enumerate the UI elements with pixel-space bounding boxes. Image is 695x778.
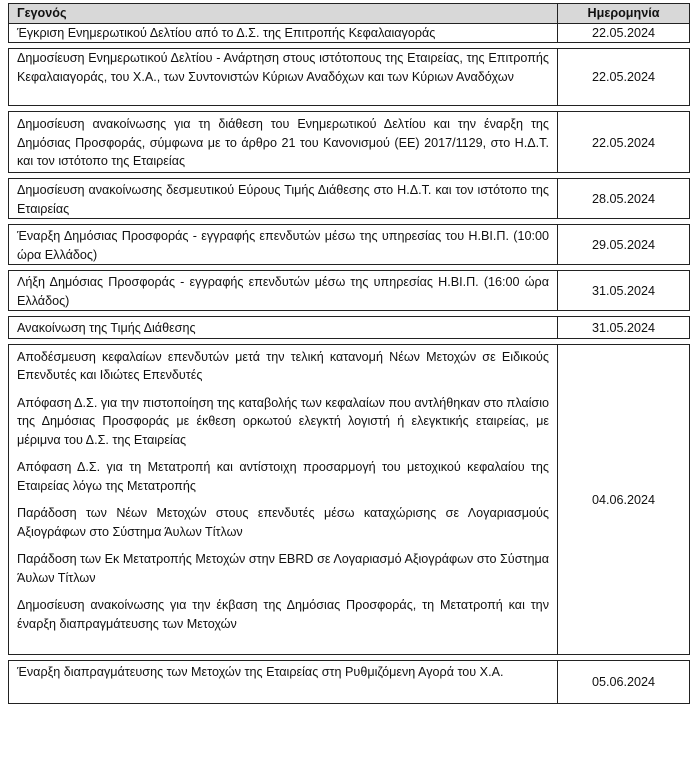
event-cell	[9, 344, 558, 654]
date-cell: 22.05.2024	[558, 49, 690, 106]
event-cell	[9, 49, 558, 106]
event-text: Έγκριση Ενημερωτικού Δελτίου από το Δ.Σ. της Επιτροπής Κεφαλαιαγοράς	[17, 25, 436, 40]
table-row	[9, 112, 690, 173]
event-cell	[9, 179, 558, 219]
date-cell: 05.06.2024	[558, 660, 690, 703]
event-cell	[9, 225, 558, 265]
event-column-header: Γεγονός	[9, 4, 558, 24]
event-text: Δημοσίευση ανακοίνωσης δεσμευτικού Εύρους Τιμής Διάθεσης στο Η.Δ.Τ. και τον ιστότοπο της Εταιρείας	[17, 183, 549, 216]
event-text: Δημοσίευση ανακοίνωσης για τη διάθεση του Ενημερωτικού Δελτίου και την έναρξη της Δημόσιας Προσφοράς, σύμφωνα με το άρθρο 21 του Κανονισμού (ΕΕ) 2017/1129, στο Η.Δ.Τ. και τον ιστότοπο της Εταιρείας	[17, 117, 549, 168]
event-text: Ανακοίνωση της Τιμής Διάθεσης	[17, 321, 196, 335]
date-cell: 22.05.2024	[558, 23, 690, 43]
timetable	[8, 3, 690, 704]
event-cell	[9, 271, 558, 311]
table-row	[9, 179, 690, 219]
table-row	[9, 49, 690, 106]
event-cell	[9, 317, 558, 339]
event-cell	[9, 23, 558, 43]
event-text: Απόφαση Δ.Σ. για τη Μετατροπή και αντίστοιχη προσαρμογή του μετοχικού κεφαλαίου της Εταιρείας λόγω της Μετατροπής	[17, 460, 549, 493]
date-cell: 22.05.2024	[558, 112, 690, 173]
date-cell: 28.05.2024	[558, 179, 690, 219]
table-row	[9, 344, 690, 654]
date-cell: 31.05.2024	[558, 271, 690, 311]
table-row	[9, 660, 690, 703]
event-text: Λήξη Δημόσιας Προσφοράς - εγγραφής επενδυτών μέσω της υπηρεσίας Η.ΒΙ.Π. (16:00 ώρα Ελλάδος)	[17, 275, 549, 308]
event-text: Έναρξη Δημόσιας Προσφοράς - εγγραφής επενδυτών μέσω της υπηρεσίας του Η.ΒΙ.Π. (10:00 ώρα Ελλάδος)	[17, 229, 549, 262]
table-row	[9, 23, 690, 43]
date-cell: 29.05.2024	[558, 225, 690, 265]
event-cell	[9, 112, 558, 173]
event-text: Απόφαση Δ.Σ. για την πιστοποίηση της καταβολής των κεφαλαίων που αντλήθηκαν στο πλαίσιο της Δημόσιας Προσφοράς με έκθεση ορκωτού ελεγκτή λογιστή ή ελεγκτικής εταιρείας, με μέριμνα του Δ.Σ. της Εταιρείας	[17, 395, 549, 447]
event-text: Έναρξη διαπραγμάτευσης των Μετοχών της Εταιρείας στη Ρυθμιζόμενη Αγορά του Χ.Α.	[17, 664, 504, 679]
table-row	[9, 225, 690, 265]
table-row	[9, 317, 690, 339]
event-text: Παράδοση των Εκ Μετατροπής Μετοχών στην EBRD σε Λογαριασμό Αξιογράφων στο Σύστημα Άυλων Τίτλων	[17, 552, 549, 585]
header-row	[9, 4, 690, 24]
event-cell	[9, 660, 558, 703]
date-cell: 04.06.2024	[558, 344, 690, 654]
table-row	[9, 271, 690, 311]
event-text: Παράδοση των Νέων Μετοχών στους επενδυτές μέσω καταχώρισης σε Λογαριασμούς Αξιογράφων στο Σύστημα Άυλων Τίτλων	[17, 506, 549, 539]
event-text: Αποδέσμευση κεφαλαίων επενδυτών μετά την τελική κατανομή Νέων Μετοχών σε Ειδικούς Επενδυτές και Ιδιώτες Επενδυτές	[17, 349, 549, 382]
date-column-header: Ημερομηνία	[558, 4, 690, 24]
event-text: Δημοσίευση ανακοίνωσης για την έκβαση της Δημόσιας Προσφοράς, τη Μετατροπή και την έναρξη διαπραγμάτευσης των Μετοχών	[17, 598, 549, 631]
date-cell: 31.05.2024	[558, 317, 690, 339]
event-text: Δημοσίευση Ενημερωτικού Δελτίου - Ανάρτηση στους ιστότοπους της Εταιρείας, της Επιτροπής Κεφαλαιαγοράς, του Χ.Α., των Συντονιστών Κύριων Αναδόχων και των Κύριων Αναδόχων	[17, 51, 549, 84]
